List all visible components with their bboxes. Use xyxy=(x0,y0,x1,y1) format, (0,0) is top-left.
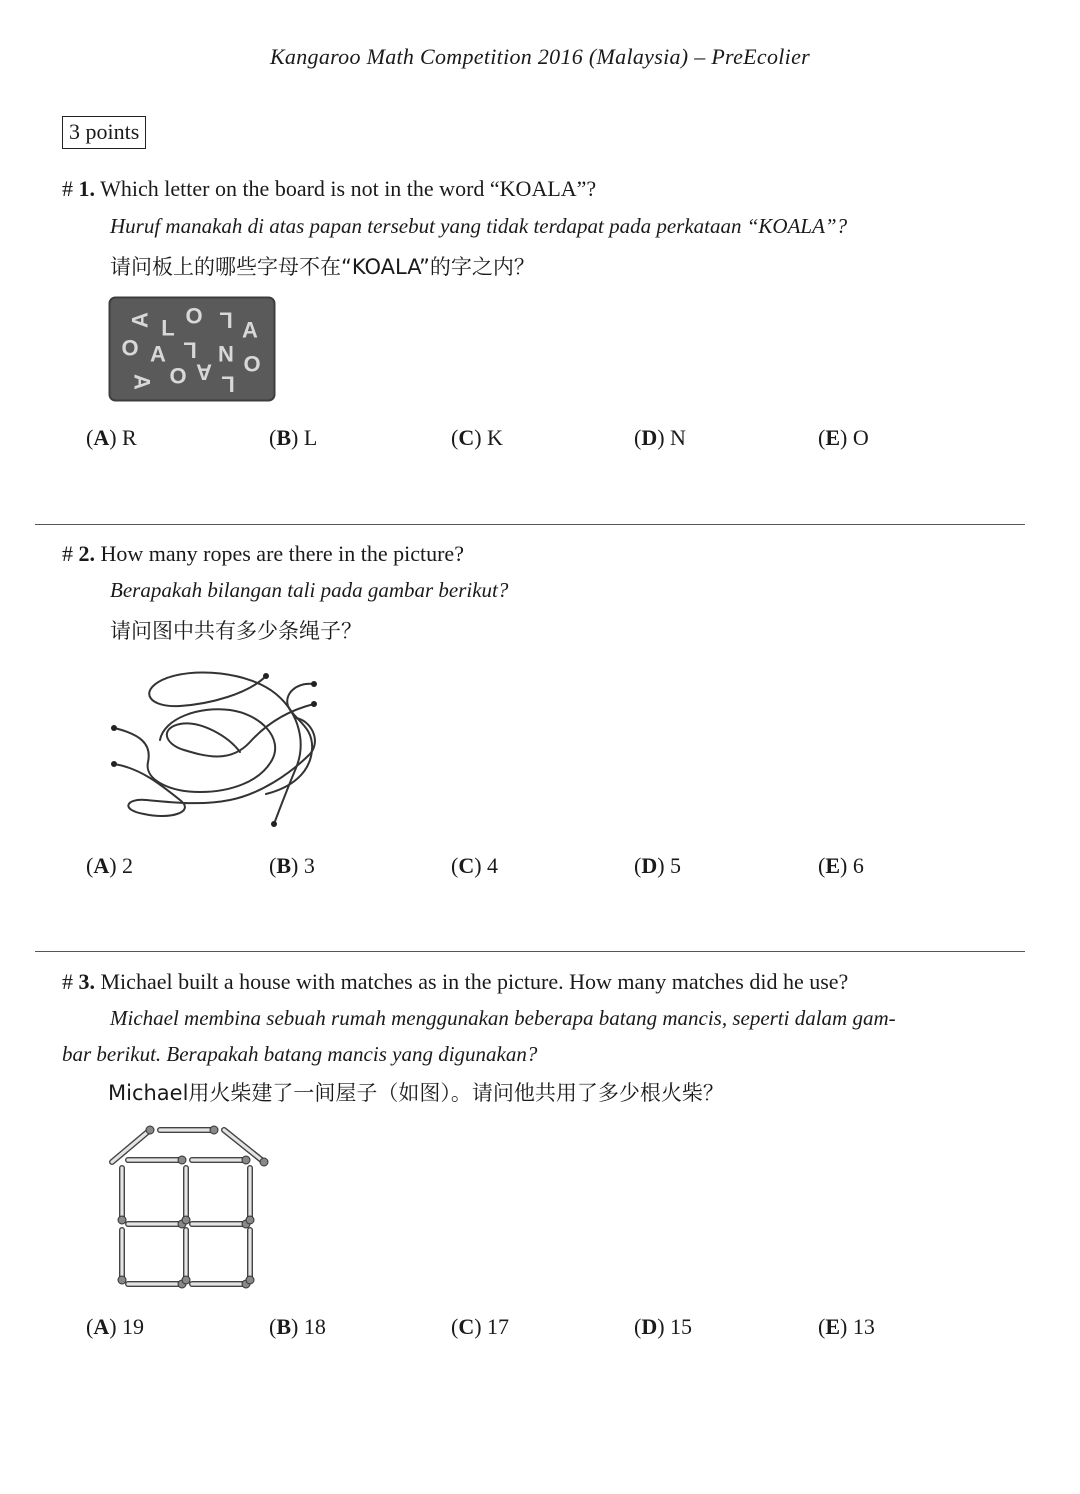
question-hash: # xyxy=(62,541,73,566)
q3-option-e[interactable]: (E) 13 xyxy=(818,1314,875,1339)
option-letter: C xyxy=(458,853,475,878)
q1-option-a[interactable]: (A) R xyxy=(86,425,137,450)
match-stick xyxy=(182,1230,190,1284)
match-stick xyxy=(112,1126,154,1162)
option-value: 2 xyxy=(122,853,134,878)
section-divider xyxy=(35,951,1025,952)
question-2-malay: Berapakah bilangan tali pada gambar berikut? xyxy=(110,578,509,602)
q2-option-d[interactable]: (D) 5 xyxy=(634,853,682,878)
points-label: 3 points xyxy=(62,116,146,149)
option-value: K xyxy=(487,425,503,450)
option-letter: D xyxy=(641,425,658,450)
option-value: 4 xyxy=(487,853,499,878)
question-text: How many ropes are there in the picture? xyxy=(100,541,464,566)
rope xyxy=(114,709,275,792)
board-letter: O xyxy=(243,351,261,377)
board-letter: A xyxy=(150,341,166,367)
board-letter: A xyxy=(127,312,153,328)
option-letter: A xyxy=(93,853,110,878)
option-value: 13 xyxy=(852,1314,875,1339)
ropes-figure xyxy=(100,664,330,834)
question-3-malay-line-2: bar berikut. Berapakah batang mancis yang digunakan? xyxy=(62,1042,538,1066)
match-stick xyxy=(160,1126,218,1134)
q1-option-c[interactable]: (C) K xyxy=(451,425,503,450)
option-letter: B xyxy=(276,853,292,878)
question-text: Michael built a house with matches as in the picture. How many matches did he use? xyxy=(100,969,849,994)
option-value: 18 xyxy=(303,1314,326,1339)
question-text: Which letter on the board is not in the word “KOALA”? xyxy=(100,176,597,201)
option-value: 5 xyxy=(670,853,682,878)
question-2-chinese: 请问图中共有多少条绳子？ xyxy=(110,619,362,643)
option-value: R xyxy=(122,425,137,450)
option-value: O xyxy=(852,425,869,450)
match-stick xyxy=(246,1230,254,1284)
question-hash: # xyxy=(62,969,73,994)
q3-option-b[interactable]: (B) 18 xyxy=(269,1314,326,1339)
option-value: 6 xyxy=(852,853,864,878)
q3-option-a[interactable]: (A) 19 xyxy=(86,1314,145,1339)
match-stick xyxy=(118,1230,126,1284)
question-1-english xyxy=(62,176,596,202)
option-letter: C xyxy=(458,1314,475,1339)
q2-option-c[interactable]: (C) 4 xyxy=(451,853,499,878)
option-value: 17 xyxy=(487,1314,510,1339)
board-letter: A xyxy=(129,374,155,390)
board-letter: A xyxy=(242,317,258,343)
board-letter: L xyxy=(219,307,233,333)
match-stick xyxy=(192,1156,250,1164)
letter-board-figure xyxy=(108,296,276,402)
rope xyxy=(114,718,315,816)
match-stick xyxy=(182,1168,190,1224)
question-hash: # xyxy=(62,176,73,201)
match-stick xyxy=(192,1220,250,1228)
question-3-malay-line-1: Michael membina sebuah rumah menggunakan beberapa batang mancis, seperti dalam gam- xyxy=(110,1006,896,1030)
option-letter: A xyxy=(93,1314,110,1339)
option-letter: C xyxy=(458,425,475,450)
q2-option-e[interactable]: (E) 6 xyxy=(818,853,864,878)
question-3-chinese: Michael用火柴建了一间屋子（如图）。请问他共用了多少根火柴？ xyxy=(108,1081,724,1105)
question-1-malay: Huruf manakah di atas papan tersebut yang tidak terdapat pada perkataan “KOALA”? xyxy=(110,214,848,238)
match-house-figure xyxy=(100,1118,280,1294)
option-letter: A xyxy=(93,425,110,450)
board-letter: L xyxy=(183,337,197,363)
option-letter: D xyxy=(641,1314,658,1339)
match-stick xyxy=(118,1168,126,1224)
board-letter: N xyxy=(218,341,234,367)
q1-option-e[interactable]: (E) O xyxy=(818,425,869,450)
board-letter: O xyxy=(121,335,139,361)
match-stick xyxy=(128,1220,186,1228)
question-1-chinese: 请问板上的哪些字母不在“KOALA”的字之内？ xyxy=(110,255,535,279)
match-stick xyxy=(192,1280,250,1288)
option-value: 3 xyxy=(303,853,315,878)
question-number: 3. xyxy=(78,969,95,994)
option-letter: D xyxy=(641,853,658,878)
option-value: 19 xyxy=(122,1314,145,1339)
section-divider xyxy=(35,524,1025,525)
board-letter: L xyxy=(221,371,235,397)
option-value: L xyxy=(303,425,318,450)
option-value: 15 xyxy=(670,1314,693,1339)
match-stick xyxy=(128,1156,186,1164)
q2-option-b[interactable]: (B) 3 xyxy=(269,853,315,878)
board-letter: L xyxy=(161,315,175,341)
match-stick xyxy=(246,1168,254,1224)
q3-option-c[interactable]: (C) 17 xyxy=(451,1314,510,1339)
q3-option-d[interactable]: (D) 15 xyxy=(634,1314,693,1339)
option-letter: B xyxy=(276,1314,292,1339)
q1-option-b[interactable]: (B) L xyxy=(269,425,318,450)
question-number: 1. xyxy=(78,176,95,201)
match-stick xyxy=(128,1280,186,1288)
option-letter: B xyxy=(276,425,292,450)
question-3-english xyxy=(62,969,848,995)
page-header: Kangaroo Math Competition 2016 (Malaysia) – PreEcolier xyxy=(269,44,811,69)
question-number: 2. xyxy=(78,541,95,566)
option-letter: E xyxy=(825,853,841,878)
board-letter: A xyxy=(196,359,212,385)
option-value: N xyxy=(670,425,686,450)
question-2-english xyxy=(62,541,464,567)
q2-option-a[interactable]: (A) 2 xyxy=(86,853,134,878)
board-letter: O xyxy=(169,363,187,389)
option-letter: E xyxy=(825,1314,841,1339)
q1-option-d[interactable]: (D) N xyxy=(634,425,686,450)
option-letter: E xyxy=(825,425,841,450)
board-letter: O xyxy=(185,303,203,329)
